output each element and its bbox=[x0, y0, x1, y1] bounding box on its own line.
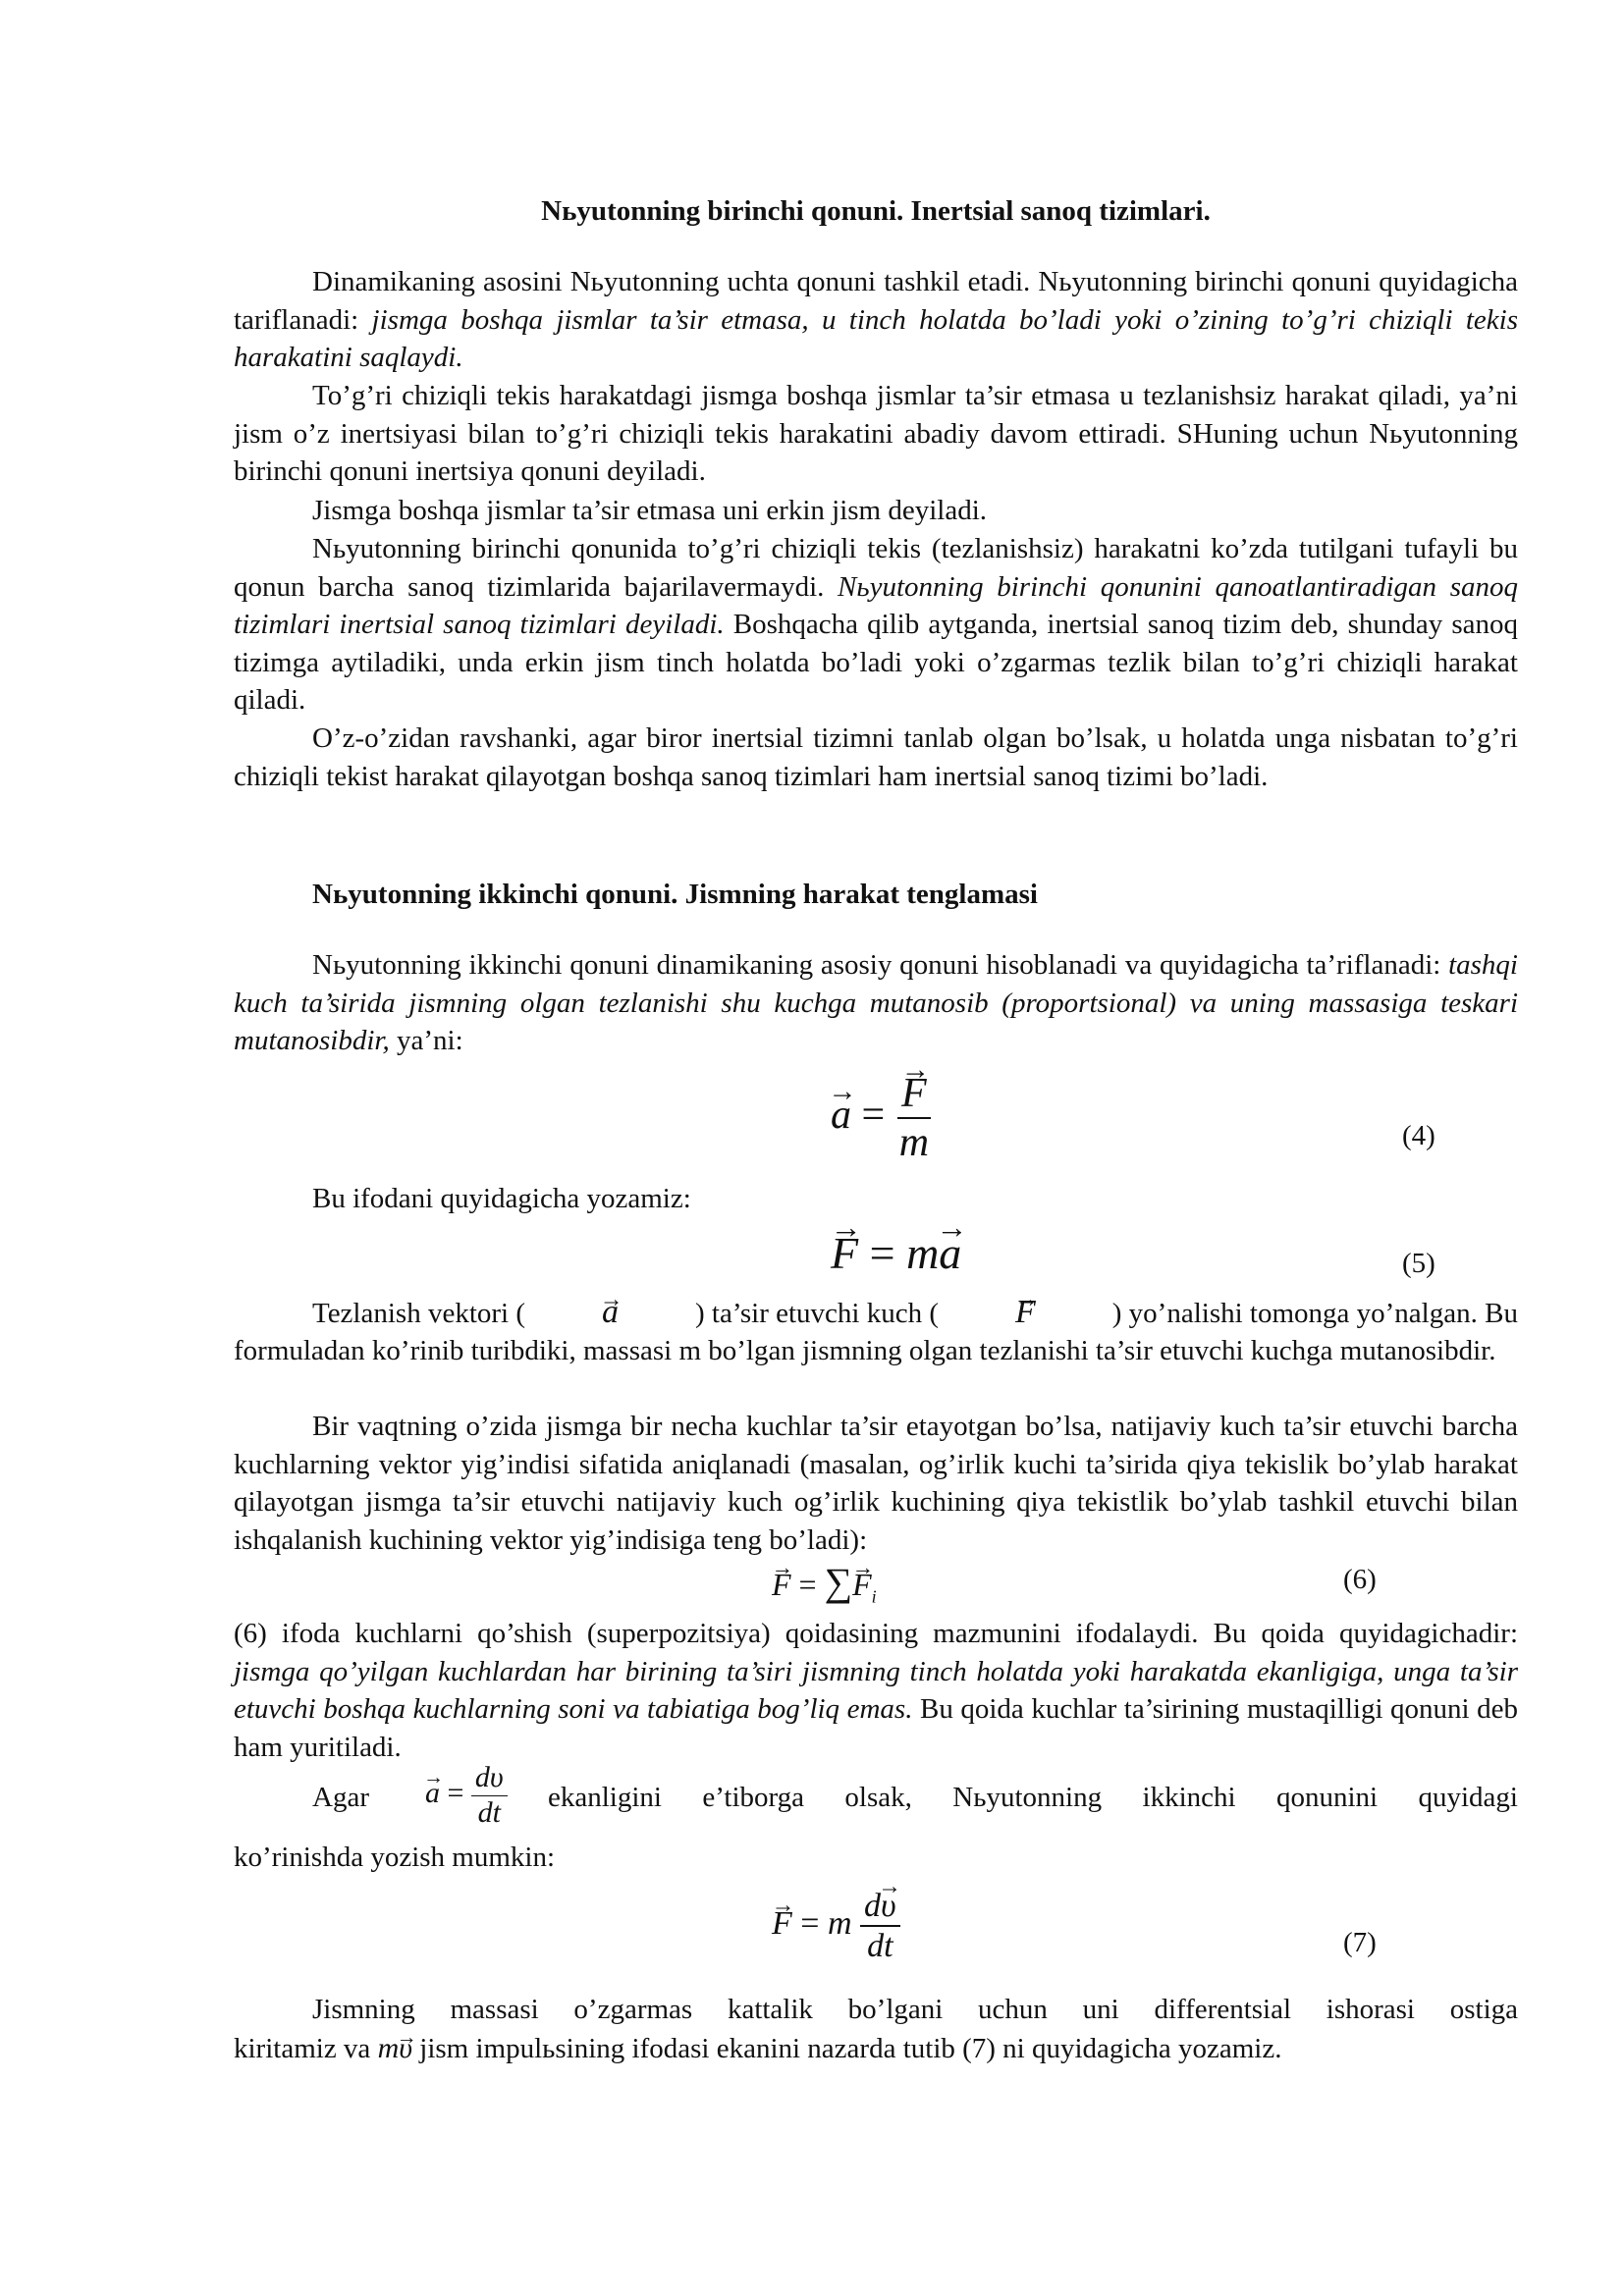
accel-vector: → a bbox=[831, 1092, 851, 1139]
p9-italic: jismga qo’yilgan kuchlardan har birining ta’siri jismning tinch holatda yoki harakatda ekanligiga, unga ta’sir etuvchi boshqa kuchlarning soni va tabiatiga bog’liq emas. bbox=[234, 1655, 1518, 1725]
section-title: Nьyutonning birinchi qonuni. Inertsial sanoq tizimlari. bbox=[541, 195, 1211, 227]
p4-italic: Nьyutonning birinchi qonunini qanoatlantiradigan sanoq tizimlari inertsial sanoq tizimlari deyiladi. bbox=[234, 570, 1518, 640]
equation-4: → a = → $\frac{F}{m}$ bbox=[831, 1070, 933, 1167]
p10-text-c: jism impulьsining ifodasi ekanini nazarda tutib (7) ni quyidagicha yozamiz. bbox=[419, 2033, 1282, 2064]
p4-text-end: Boshqacha qilib aytganda, inertsial sanoq tizim deb, shunday sanoq tizimga aytiladiki, unda erkin jism tinch holatda bo’ladi yoki o’zgarmas tezlik bilan to’g’ri chiziqli harakat qiladi. bbox=[234, 609, 1518, 716]
paragraph-9 bbox=[234, 1615, 1518, 1766]
p6-italic: tashqi kuch ta’sirida jismning olgan tezlanishi shu kuchga mutanosib (proportsional) va uning massasiga teskari mutanosibdir, bbox=[234, 949, 1518, 1056]
agar-word: Agar bbox=[312, 1782, 369, 1813]
equation-6: → F = ∑→ $F_i$ bbox=[772, 1559, 877, 1607]
p4-text: Nьyutonning birinchi qonunida to’g’ri chiziqli tekis (tezlanishsiz) harakatni ko’zda tutilgani tufayli bu qonun barcha sanoq tizimlarida bajarilavermaydi. bbox=[234, 533, 1518, 603]
paragraph-4 bbox=[234, 530, 1518, 720]
equation-4-number: (4) bbox=[1402, 1120, 1435, 1151]
inline-a-vector: → a bbox=[602, 1294, 619, 1331]
paragraph-10-line-2 bbox=[234, 2030, 1281, 2067]
p7-text-b: ) ta’sir etuvchi kuch ( bbox=[694, 1298, 940, 1329]
agar-rest: ekanligini e’tiborga olsak, Nьyutonning ikkinchi qonunini quyidagi bbox=[548, 1782, 1518, 1813]
equation-7-number: (7) bbox=[1343, 1927, 1377, 1958]
p1-italic: jismga boshqa jismlar ta’sir etmasa, u tinch holatda bo’ladi yoki o’zining to’g’ri chiziqli tekis harakatini saqlaydi. bbox=[234, 303, 1518, 373]
paragraph-7-line-1 bbox=[312, 1294, 1518, 1332]
section-2-title: Nьyutonning ikkinchi qonuni. Jismning harakat tenglamasi bbox=[312, 879, 1038, 910]
equation-5: → F = m→ a bbox=[831, 1227, 961, 1279]
form-line: ko’rinishda yozish mumkin: bbox=[234, 1842, 556, 1873]
inline-F-vector: → F bbox=[1015, 1294, 1036, 1331]
paragraph-8: Bir vaqtning o’zida jismga bir necha kuchlar ta’sir etayotgan bo’lsa, natijaviy kuch ta’sir etuvchi barcha kuchlarning vektor yig’indisi sifatida aniqlanadi (masalan, og’irlik kuchi ta’sirida qiya tekislik bo’ylab harakat qilayotgan jismga ta’sir etuvchi natijaviy kuch og’irlik kuchining qiya tekistlik bo’ylab tashkil etuvchi bilan ishqalanish kuchining vektor yig’indisiga teng bo’ladi): bbox=[234, 1411, 1518, 1556]
paragraph-7-rest: formuladan ko’rinib turibdiki, massasi m bo’lgan jismning olgan tezlanishi ta’sir etuvchi kuchga mutanosibdir. bbox=[234, 1335, 1496, 1366]
p6-text-end: ya’ni: bbox=[389, 1025, 463, 1056]
paragraph-1 bbox=[234, 263, 1518, 377]
rewrite-line: Bu ifodani quyidagicha yozamiz: bbox=[312, 1183, 691, 1214]
p7-text-c: ) yo’nalishi tomonga yo’nalgan. Bu bbox=[1111, 1298, 1518, 1329]
p10-text-b: kiritamiz va bbox=[234, 2033, 371, 2064]
equation-5-number: (5) bbox=[1402, 1248, 1435, 1279]
paragraph-5: O’z-o’zidan ravshanki, agar biror inertsial tizimni tanlab olgan bo’lsak, u holatda unga nisbatan to’g’ri chiziqli tekist harakat qilayotgan boshqa sanoq tizimlari ham inertsial sanoq tizimi bo’ladi. bbox=[234, 722, 1518, 792]
p7-text-a: Tezlanish vektori ( bbox=[312, 1298, 526, 1329]
p1-text: Dinamikaning asosini Nьyutonning uchta qonuni tashkil etadi. Nьyutonning birinchi qonuni quyidagicha tariflanadi: bbox=[234, 266, 1518, 336]
equation-7: → F = m $\frac{d\to \upsilon}{dt}$ bbox=[772, 1887, 900, 1965]
fraction-F-over-m: → $\frac{F}{m}$ bbox=[895, 1070, 933, 1167]
p9-text-end: Bu qoida kuchlar ta’sirining mustaqilligi qonuni deb ham yuritiladi. bbox=[234, 1693, 1518, 1763]
inline-derivative-a: → a = $\frac{d\upsilon}{dt}$ bbox=[425, 1761, 508, 1830]
p9-text: (6) ifoda kuchlarni qo’shish (superpozitsiya) qoidasining mazmunini ifodalaydi. Bu qoida quyidagichadir: bbox=[234, 1618, 1518, 1649]
paragraph-2: To’g’ri chiziqli tekis harakatdagi jismga boshqa jismlar ta’sir etmasa u tezlanishsiz harakat qiladi, ya’ni jism o’z inertsiyasi bilan to’g’ri chiziqli tekis harakatini abadiy davom ettiradi. SHuning uchun Nьyutonning birinchi qonuni inertsiya qonuni deyiladi. bbox=[234, 380, 1518, 487]
paragraph-10-line-1: Jismning massasi o’zgarmas kattalik bo’lgani uchun uni differentsial ishorasi ostiga bbox=[312, 1994, 1518, 2025]
inline-momentum: m→ υ bbox=[378, 2032, 412, 2064]
paragraph-3: Jismga boshqa jismlar ta’sir etmasa uni erkin jism deyiladi. bbox=[312, 495, 988, 526]
paragraph-6 bbox=[234, 946, 1518, 1060]
p6-text: Nьyutonning ikkinchi qonuni dinamikaning asosiy qonuni hisoblanadi va quyidagicha ta’riflanadi: bbox=[312, 949, 1449, 981]
equation-6-number: (6) bbox=[1343, 1564, 1377, 1595]
